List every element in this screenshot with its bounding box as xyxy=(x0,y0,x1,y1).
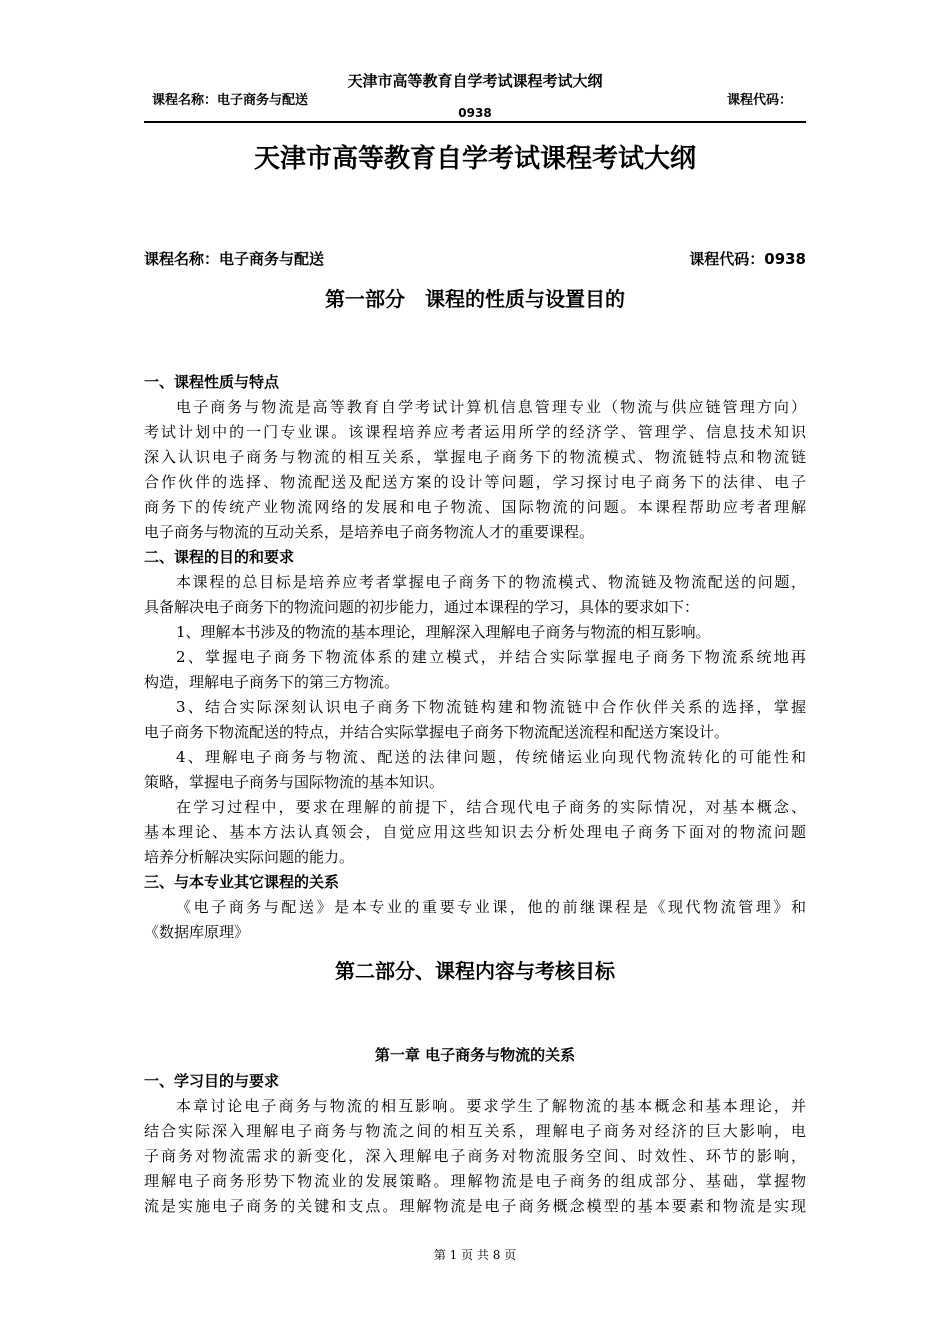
running-header-code-label: 课程代码： xyxy=(727,93,793,108)
part1-title: 第一部分 课程的性质与设置目的 xyxy=(325,287,625,311)
paragraph-line: 《数据库原理》 xyxy=(144,923,250,941)
paragraph-line: 电子商务下物流配送的特点，并结合实际掌握电子商务下物流配送流程和配送方案设计。 xyxy=(144,723,730,741)
paragraph-line: 合作伙伴的选择、物流配送及配送方案的设计等问题，学习探讨电子商务下的法律、电子 xyxy=(144,473,806,491)
course-code: 课程代码：0938 xyxy=(689,250,806,268)
section-heading: 一、学习目的与要求 xyxy=(144,1072,280,1090)
paragraph-line: 结合实际深入理解电子商务与物流之间的相互关系，理解电子商务对经济的巨大影响，电 xyxy=(144,1122,806,1140)
section-heading: 一、课程性质与特点 xyxy=(144,373,280,391)
running-header-course: 课程名称：电子商务与配送 xyxy=(152,93,309,108)
section-heading: 二、课程的目的和要求 xyxy=(144,548,295,566)
paragraph-line: 基本理论、基本方法认真领会，自觉应用这些知识去分析处理电子商务下面对的物流问题 xyxy=(144,823,806,841)
paragraph-line: 在学习过程中，要求在理解的前提下，结合现代电子商务的实际情况，对基本概念、 xyxy=(176,798,806,816)
paragraph-line: 《电子商务与配送》是本专业的重要专业课，他的前继课程是《现代物流管理》和 xyxy=(176,898,806,916)
paragraph-line: 理解电子商务形势下物流业的发展策略。理解物流是电子商务的组成部分、基础，掌握物 xyxy=(144,1172,806,1190)
course-name: 课程名称：电子商务与配送 xyxy=(144,250,325,268)
list-item: 3、结合实际深刻认识电子商务下物流链构建和物流链中合作伙伴关系的选择，掌握 xyxy=(176,698,806,716)
list-item: 4、理解电子商务与物流、配送的法律问题，传统储运业向现代物流转化的可能性和 xyxy=(176,748,806,766)
list-item: 2、掌握电子商务下物流体系的建立模式，并结合实际掌握电子商务下物流系统地再 xyxy=(176,648,806,666)
header-rule xyxy=(144,121,806,123)
paragraph-line: 构造，理解电子商务下的第三方物流。 xyxy=(144,673,400,691)
paragraph-line: 深入认识电子商务与物流的相互关系，掌握电子商务下的物流模式、物流链特点和物流链 xyxy=(144,448,806,466)
paragraph-line: 策略，掌握电子商务与国际物流的基本知识。 xyxy=(144,773,445,791)
part2-title: 第二部分、课程内容与考核目标 xyxy=(335,959,615,983)
paragraph-line: 流是实施电子商务的关键和支点。理解物流是电子商务概念模型的基本要素和物流是实现 xyxy=(144,1197,806,1215)
paragraph-line: 考试计划中的一门专业课。该课程培养应考者运用所学的经济学、管理学、信息技术知识 xyxy=(144,423,806,441)
paragraph-line: 电子商务与物流是高等教育自学考试计算机信息管理专业（物流与供应链管理方向） xyxy=(176,398,806,416)
paragraph-line: 具备解决电子商务下的物流问题的初步能力，通过本课程的学习，具体的要求如下： xyxy=(144,598,700,616)
part2-content xyxy=(144,1069,806,1219)
running-header-code-number: 0938 xyxy=(458,106,492,120)
list-item: 1、理解本书涉及的物流的基本理论，理解深入理解电子商务与物流的相互影响。 xyxy=(176,623,711,641)
section-heading: 三、与本专业其它课程的关系 xyxy=(144,873,340,891)
paragraph-line: 本章讨论电子商务与物流的相互影响。要求学生了解物流的基本概念和基本理论，并 xyxy=(176,1097,806,1115)
chapter-title: 第一章 电子商务与物流的关系 xyxy=(374,1046,576,1064)
paragraph-line: 商务下的传统产业物流网络的发展和电子物流、国际物流的问题。本课程帮助应考者理解 xyxy=(144,498,806,516)
running-header-title: 天津市高等教育自学考试课程考试大纲 xyxy=(347,72,603,90)
paragraph-line: 培养分析解决实际问题的能力。 xyxy=(144,848,355,866)
part1-content xyxy=(144,370,806,945)
page-footer: 第 1 页 共 8 页 xyxy=(433,1248,517,1262)
document-title: 天津市高等教育自学考试课程考试大纲 xyxy=(253,144,696,174)
paragraph-line: 电子商务与物流的互动关系，是培养电子商务物流人才的重要课程。 xyxy=(144,523,595,541)
paragraph-line: 本课程的总目标是培养应考者掌握电子商务下的物流模式、物流链及物流配送的问题， xyxy=(176,573,806,591)
paragraph-line: 子商务对物流需求的新变化，深入理解电子商务对物流服务空间、时效性、环节的影响， xyxy=(144,1147,806,1165)
